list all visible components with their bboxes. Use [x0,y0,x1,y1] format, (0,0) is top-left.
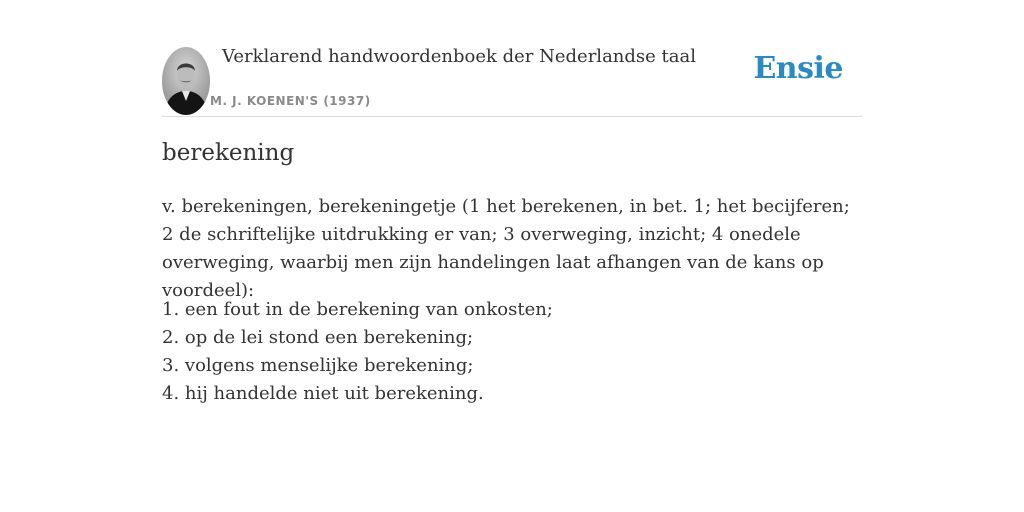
ensie-logo-link[interactable]: Ensie [753,51,843,86]
entry-headword: berekening [162,140,295,166]
example-item: 3. volgens menselijke berekening; [162,355,474,376]
header [162,0,862,117]
book-title: Verklarend handwoordenboek der Nederlandse taal [222,46,696,67]
example-item: 1. een fout in de berekening van onkosten; [162,299,553,320]
author-label: M. J. KOENEN'S (1937) [210,94,371,108]
example-list [162,296,553,408]
page [162,0,862,404]
example-item: 2. op de lei stond een berekening; [162,327,474,348]
author-portrait [162,47,210,115]
entry-definition: v. berekeningen, berekeningetje (1 het berekenen, in bet. 1; het becijferen; 2 de schriftelijke uitdrukking er van; 3 overweging, inzicht; 4 onedele overweging, waarbij men zijn handelingen laat afhangen van de kans op voordeel): [162,196,850,301]
example-item: 4. hij handelde niet uit berekening. [162,383,484,404]
